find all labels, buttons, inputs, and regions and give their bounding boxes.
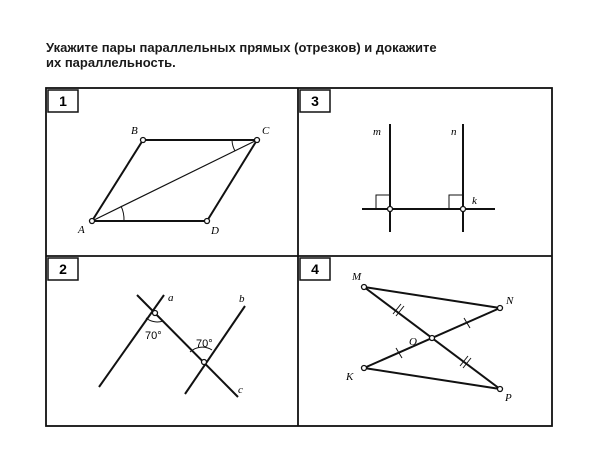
point-m (362, 285, 367, 290)
label-m: m (373, 126, 381, 138)
label-a: A (78, 224, 85, 236)
line-b (185, 306, 245, 394)
point-n (498, 306, 503, 311)
angle-label-2: 70° (196, 338, 213, 350)
svg-text:3: 3 (311, 93, 319, 109)
label-n-point: N (506, 295, 514, 307)
figure-transversal (99, 295, 245, 397)
label-k-point: K (346, 371, 354, 383)
svg-text:1: 1 (59, 93, 67, 109)
point-n-k (461, 207, 466, 212)
svg-text:4: 4 (311, 261, 319, 277)
label-c-line: c (238, 384, 243, 396)
panel-2-number (48, 258, 78, 280)
svg-text:2: 2 (59, 261, 67, 277)
label-n: n (451, 126, 457, 138)
label-d: D (211, 225, 219, 237)
point-k (362, 366, 367, 371)
panel-4-number (300, 258, 330, 280)
point-a-c (153, 311, 158, 316)
label-o-point: O (409, 336, 417, 348)
task-line-2: их параллельность. (46, 55, 176, 70)
angle-mark-c (232, 140, 235, 151)
figure-perpendiculars (362, 124, 495, 232)
label-b: B (131, 125, 138, 137)
line-c (137, 295, 238, 397)
label-m-point: M (352, 271, 362, 283)
panel-3-number (300, 90, 330, 112)
figure-segments (362, 285, 503, 392)
label-c: C (262, 125, 270, 137)
point-m-k (388, 207, 393, 212)
segment-mn (364, 287, 500, 308)
label-p-point: P (505, 392, 512, 404)
angle-label-1: 70° (145, 330, 162, 342)
label-a-line: a (168, 292, 174, 304)
label-k: k (472, 195, 477, 207)
point-c (255, 138, 260, 143)
angle-mark-a (121, 206, 124, 221)
segment-kp (364, 368, 500, 389)
point-p (498, 387, 503, 392)
point-b (141, 138, 146, 143)
panel-1-number (48, 90, 78, 112)
grid-frame (46, 88, 552, 426)
point-d (205, 219, 210, 224)
figure-parallelogram (77, 125, 270, 237)
task-line-1: Укажите пары параллельных прямых (отрезков) и докажите (46, 40, 437, 55)
point-o (430, 336, 435, 341)
point-b-c (202, 360, 207, 365)
label-b-line: b (239, 293, 245, 305)
point-a (90, 219, 95, 224)
